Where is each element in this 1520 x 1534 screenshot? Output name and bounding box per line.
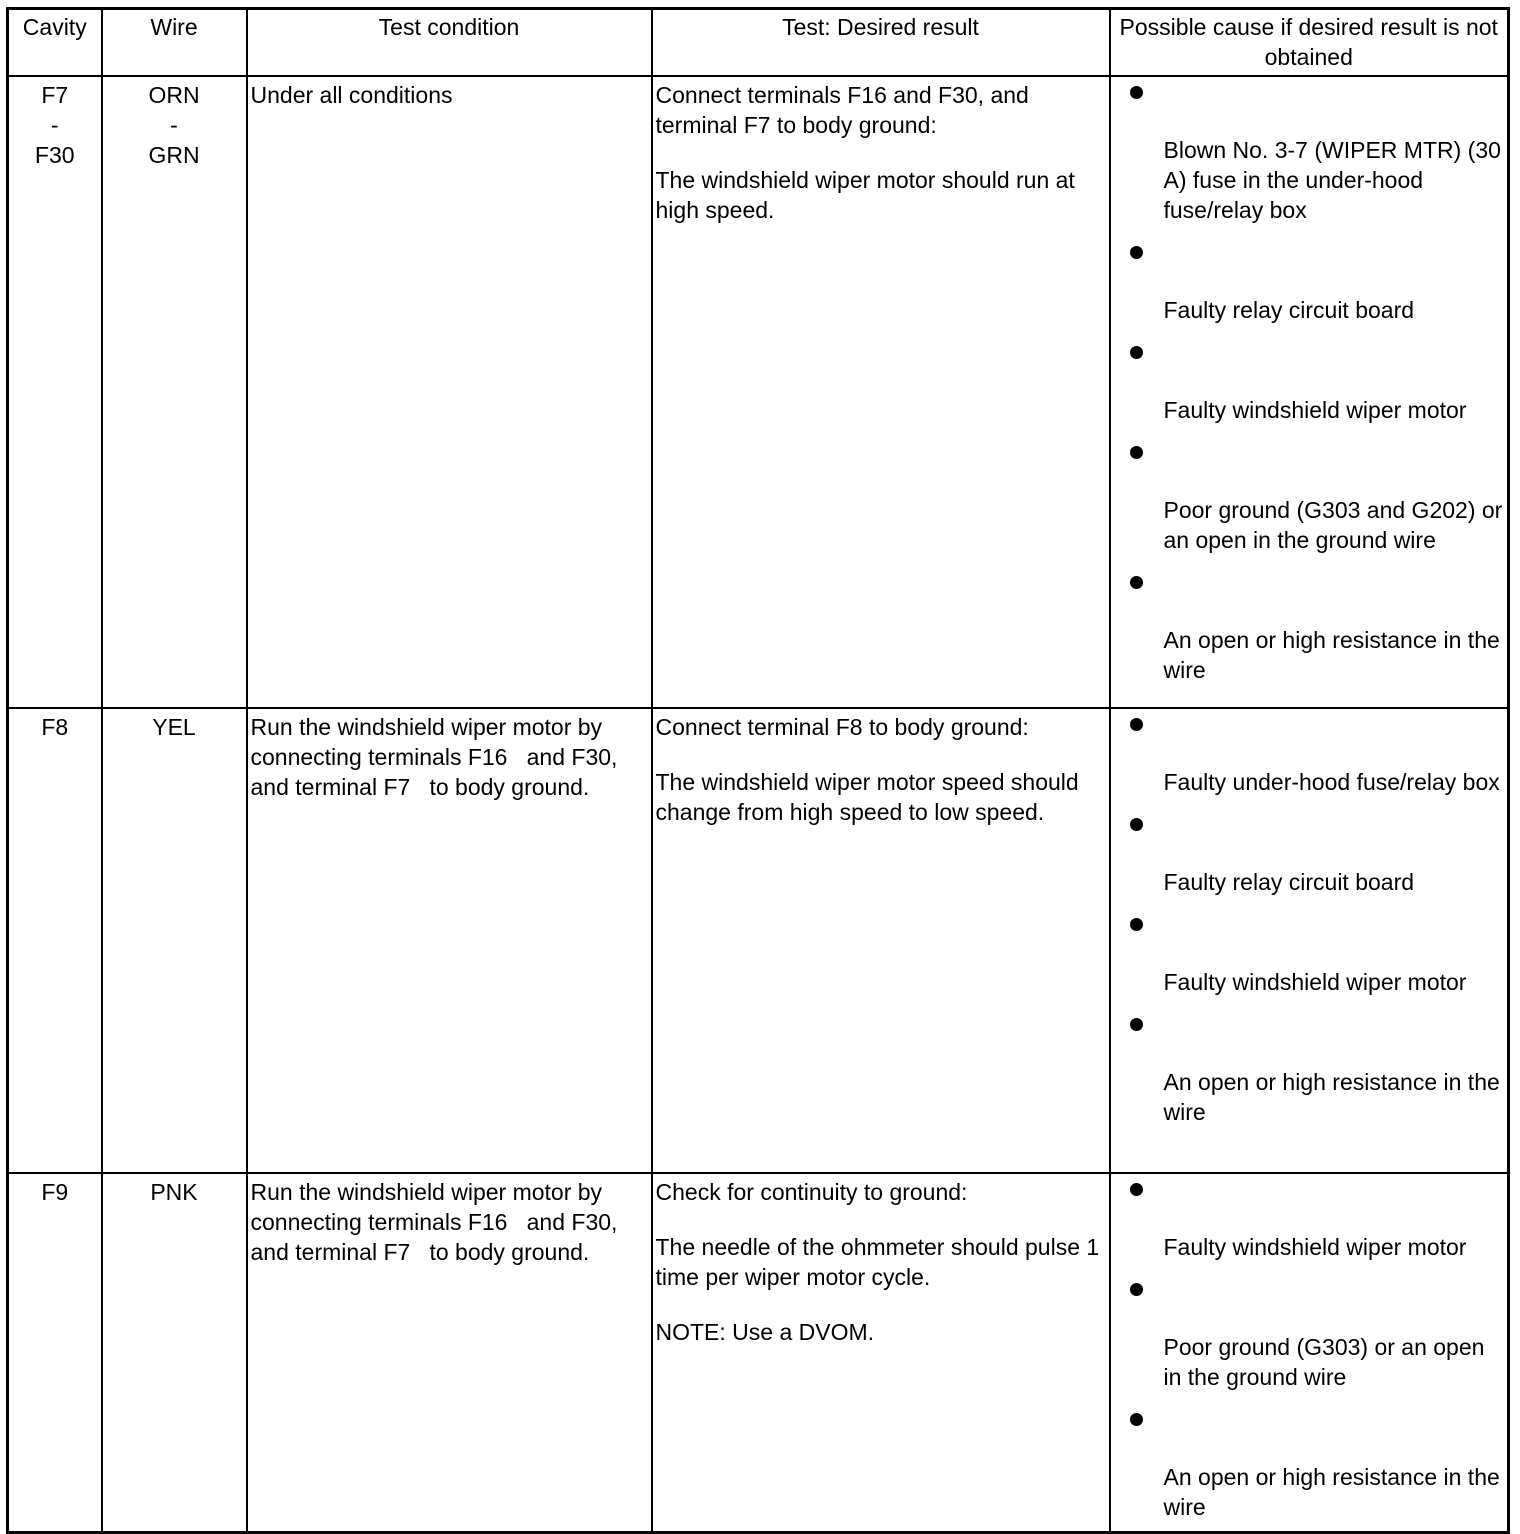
cause-text: Poor ground (G303) or an open in the ground wire	[1163, 1334, 1485, 1390]
wire-cell	[102, 1173, 247, 1533]
wire-value: YEL	[152, 714, 196, 740]
header-desired-result: Test: Desired result	[652, 9, 1110, 77]
possible-cause-cell	[1110, 708, 1509, 1173]
cause-text: Faulty windshield wiper motor	[1163, 969, 1467, 995]
result-paragraph: Check for continuity to ground:	[655, 1179, 968, 1205]
bullet-icon	[1130, 1283, 1143, 1296]
bullet-icon	[1130, 818, 1143, 831]
possible-cause-cell	[1110, 1173, 1509, 1533]
cause-list	[1114, 80, 1505, 685]
cause-item	[1114, 340, 1505, 425]
cavity-cell	[8, 76, 102, 708]
result-paragraph: The needle of the ohmmeter should pulse 1 time per wiper motor cycle.	[655, 1234, 1100, 1290]
test-condition-cell: Run the windshield wiper motor by connecting terminals F16 and F30, and terminal F7 to body ground.	[247, 1173, 652, 1533]
cavity-value: F30	[34, 142, 75, 168]
cause-item	[1114, 240, 1505, 325]
cause-item	[1114, 812, 1505, 897]
cause-text: Blown No. 3-7 (WIPER MTR) (30 A) fuse in the under-hood fuse/relay box	[1163, 137, 1501, 223]
cause-item	[1114, 712, 1505, 797]
cause-text: An open or high resistance in the wire	[1163, 1069, 1500, 1125]
desired-result-cell	[652, 76, 1110, 708]
desired-result-cell	[652, 708, 1110, 1173]
wire-value: GRN	[148, 142, 200, 168]
wire-cell	[102, 76, 247, 708]
header-row	[8, 9, 1509, 77]
troubleshooting-table	[6, 7, 1510, 1534]
possible-cause-cell	[1110, 76, 1509, 708]
cavity-cell	[8, 708, 102, 1173]
cause-text: An open or high resistance in the wire	[1163, 1464, 1500, 1520]
header-wire: Wire	[102, 9, 247, 77]
bullet-icon	[1130, 86, 1143, 99]
test-condition-cell: Run the windshield wiper motor by connecting terminals F16 and F30, and terminal F7 to body ground.	[247, 708, 652, 1173]
wire-value: -	[170, 112, 178, 138]
result-paragraph: NOTE: Use a DVOM.	[655, 1319, 875, 1345]
cause-list	[1114, 1177, 1505, 1522]
cause-item	[1114, 440, 1505, 555]
cavity-value: F7	[41, 82, 69, 108]
cause-item	[1114, 1177, 1505, 1262]
cause-text: An open or high resistance in the wire	[1163, 627, 1500, 683]
table-row	[8, 76, 1509, 708]
bullet-icon	[1130, 1183, 1143, 1196]
cause-item	[1114, 1407, 1505, 1522]
cavity-value: -	[50, 112, 59, 138]
cause-item	[1114, 1277, 1505, 1392]
wire-cell	[102, 708, 247, 1173]
bullet-icon	[1130, 1413, 1143, 1426]
bullet-icon	[1130, 718, 1143, 731]
cause-item	[1114, 80, 1505, 225]
cause-text: Faulty under-hood fuse/relay box	[1163, 769, 1500, 795]
cause-item	[1114, 570, 1505, 685]
desired-result-cell	[652, 1173, 1110, 1533]
cause-text: Faulty relay circuit board	[1163, 297, 1415, 323]
header-possible-cause: Possible cause if desired result is not obtained	[1110, 9, 1509, 77]
bullet-icon	[1130, 346, 1143, 359]
bullet-icon	[1130, 918, 1143, 931]
cause-item	[1114, 912, 1505, 997]
cause-text: Faulty windshield wiper motor	[1163, 397, 1467, 423]
wire-value: ORN	[148, 82, 200, 108]
cavity-cell	[8, 1173, 102, 1533]
cavity-value: F9	[41, 1179, 69, 1205]
cause-item	[1114, 1012, 1505, 1127]
table-row	[8, 708, 1509, 1173]
result-paragraph: Connect terminals F16 and F30, and terminal F7 to body ground:	[655, 82, 1029, 138]
result-paragraph: The windshield wiper motor should run at high speed.	[655, 167, 1075, 223]
result-paragraph: Connect terminal F8 to body ground:	[655, 714, 1029, 740]
cause-text: Faulty relay circuit board	[1163, 869, 1415, 895]
test-condition-cell: Under all conditions	[247, 76, 652, 708]
bullet-icon	[1130, 1018, 1143, 1031]
header-test-condition: Test condition	[247, 9, 652, 77]
bullet-icon	[1130, 246, 1143, 259]
cause-text: Poor ground (G303 and G202) or an open in the ground wire	[1163, 497, 1503, 553]
cause-text: Faulty windshield wiper motor	[1163, 1234, 1467, 1260]
cavity-value: F8	[41, 714, 69, 740]
wire-value: PNK	[150, 1179, 198, 1205]
cause-list	[1114, 712, 1505, 1127]
bullet-icon	[1130, 446, 1143, 459]
table-row	[8, 1173, 1509, 1533]
header-cavity: Cavity	[8, 9, 102, 77]
result-paragraph: The windshield wiper motor speed should change from high speed to low speed.	[655, 769, 1079, 825]
bullet-icon	[1130, 576, 1143, 589]
